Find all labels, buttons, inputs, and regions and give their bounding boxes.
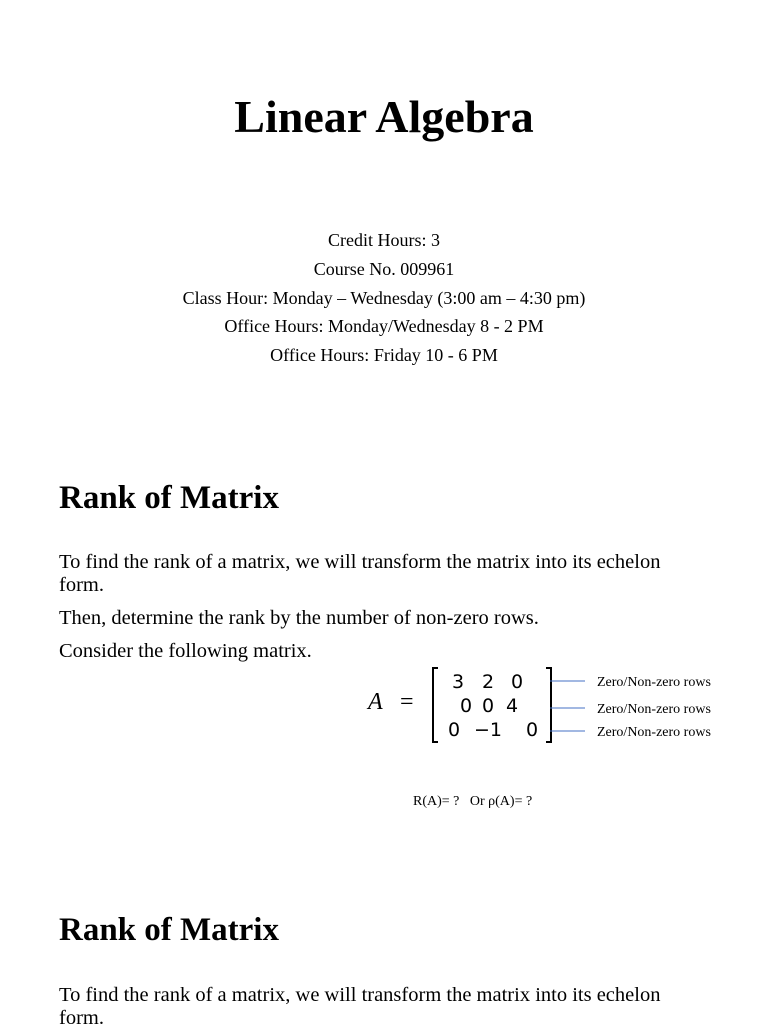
credit-hours: Credit Hours: 3 xyxy=(328,230,440,250)
section-heading-2: Rank of Matrix xyxy=(59,912,279,948)
section-heading: Rank of Matrix xyxy=(59,480,279,516)
paragraph-echelon-2: To find the rank of a matrix, we will transform the matrix into its echelon form. xyxy=(59,984,661,1029)
matrix-lhs: A xyxy=(368,689,383,715)
course-number: Course No. 009961 xyxy=(313,258,455,279)
matrix-equals: = xyxy=(400,689,414,715)
matrix-cell: 0 xyxy=(481,695,495,717)
matrix-cell: 0 xyxy=(447,719,461,741)
paragraph-rank-rule: Then, determine the rank by the number of non-zero rows. xyxy=(59,607,539,629)
matrix-cell: 2 xyxy=(481,671,495,693)
paragraph-echelon: To find the rank of a matrix, we will transform the matrix into its echelon form. xyxy=(59,551,661,596)
matrix-cell: 4 xyxy=(505,695,519,717)
row-label: Zero/Non-zero rows xyxy=(597,702,711,717)
matrix-cell: −1 xyxy=(473,719,503,741)
matrix-cell: 0 xyxy=(510,671,524,693)
office-hours-weekday: Office Hours: Monday/Wednesday 8 - 2 PM xyxy=(224,316,544,337)
left-bracket xyxy=(433,668,438,742)
rank-question: R(A)= ? Or ρ(A)= ? xyxy=(413,794,533,809)
paragraph-consider: Consider the following matrix. xyxy=(59,640,312,662)
matrix-cell: 3 xyxy=(451,671,465,693)
course-info xyxy=(0,226,768,370)
row-label: Zero/Non-zero rows xyxy=(597,725,711,740)
class-hour: Class Hour: Monday – Wednesday (3:00 am – 4:30 pm) xyxy=(182,287,586,308)
office-hours-friday: Office Hours: Friday 10 - 6 PM xyxy=(270,345,498,365)
page-title: Linear Algebra xyxy=(234,91,534,142)
matrix-cell: 0 xyxy=(525,719,539,741)
row-label: Zero/Non-zero rows xyxy=(597,675,711,690)
matrix-equation xyxy=(360,662,720,746)
matrix-cell: 0 xyxy=(459,695,473,717)
